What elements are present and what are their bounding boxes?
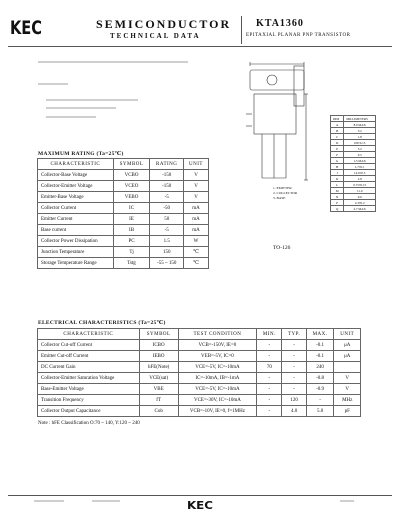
column-header: CHARACTERISTIC	[38, 159, 114, 170]
table-cell: -50	[150, 203, 184, 214]
column-header: DIM	[331, 116, 344, 122]
table-row	[38, 247, 209, 258]
table-cell: 240	[306, 362, 334, 373]
table-cell: Emitter Cut-off Current	[38, 351, 140, 362]
svg-text:KEC: KEC	[187, 499, 213, 512]
table-cell: P	[331, 200, 344, 206]
table-cell: 11.0	[344, 188, 376, 194]
pin-legend	[273, 186, 297, 201]
table-cell: 1.5 MAX	[344, 158, 376, 164]
table-cell: H	[331, 164, 344, 170]
table-cell: Collector Current	[38, 203, 114, 214]
table-row	[38, 225, 209, 236]
table-cell: C	[331, 134, 344, 140]
table-cell: ℃	[184, 258, 209, 269]
column-header: TYP.	[282, 329, 306, 340]
table-cell: D	[331, 140, 344, 146]
column-header: UNIT	[184, 159, 209, 170]
table-cell: Transition Frequency	[38, 395, 140, 406]
table-cell: fT	[139, 395, 178, 406]
table-cell: -0.1	[306, 340, 334, 351]
max-ratings-table	[37, 158, 209, 269]
hfe-classification-note: Note : hFE Classification O:70 ~ 140, Y:120 ~ 240	[38, 421, 140, 426]
table-cell: 0.5	[344, 152, 376, 158]
table-cell: DC Current Gain	[38, 362, 140, 373]
footer-rule	[8, 495, 392, 496]
table-cell: ℃	[184, 247, 209, 258]
table-cell: K	[331, 176, 344, 182]
table-cell: 50	[150, 214, 184, 225]
table-cell	[334, 362, 361, 373]
table-cell: -150	[150, 181, 184, 192]
table-row	[38, 203, 209, 214]
table-cell: -	[306, 395, 334, 406]
table-cell: B	[331, 128, 344, 134]
faint-feature-line	[46, 107, 116, 109]
table-cell: ICBO	[139, 340, 178, 351]
part-description: EPITAXIAL PLANAR PNP TRANSISTOR	[246, 33, 351, 38]
semiconductor-title: SEMICONDUCTOR	[96, 17, 232, 31]
table-header-row	[38, 159, 209, 170]
column-header: TEST CONDITION	[178, 329, 257, 340]
table-cell: mA	[184, 203, 209, 214]
table-cell: Collector Output Capacitance	[38, 406, 140, 417]
table-row	[38, 351, 361, 362]
table-cell: V	[184, 192, 209, 203]
table-cell: PC	[113, 236, 150, 247]
table-cell: mA	[184, 214, 209, 225]
faint-footer-page	[340, 500, 354, 502]
table-row	[38, 406, 361, 417]
pin-legend-item: 2. COLLECTOR	[273, 191, 298, 195]
table-row	[38, 214, 209, 225]
table-cell: mA	[184, 225, 209, 236]
table-cell: -0.9	[306, 384, 334, 395]
table-cell: E	[331, 146, 344, 152]
table-cell: 2.3±0.2	[344, 200, 376, 206]
table-cell: Collector Power Dissipation	[38, 236, 114, 247]
table-cell: VCE=-5V, IC=-10mA	[178, 384, 257, 395]
kec-logo	[10, 16, 42, 38]
table-cell: Tj	[113, 247, 150, 258]
column-header: RATING	[150, 159, 184, 170]
table-cell: Emitter Current	[38, 214, 114, 225]
table-cell: Collector-Emitter Voltage	[38, 181, 114, 192]
electrical-characteristics-table	[37, 328, 361, 417]
table-cell: J	[331, 170, 344, 176]
svg-text:KEC: KEC	[10, 17, 42, 39]
table-cell: 8.0 MAX	[344, 122, 376, 128]
table-cell: 2.7 MAX	[344, 206, 376, 212]
technical-data-title: TECHNICAL DATA	[110, 32, 201, 40]
table-cell: 150	[150, 247, 184, 258]
table-row	[38, 340, 361, 351]
table-cell: -	[257, 340, 282, 351]
table-cell: Tstg	[113, 258, 150, 269]
table-cell: Base-Emitter Voltage	[38, 384, 140, 395]
table-cell: -	[282, 340, 306, 351]
electrical-heading: ELECTRICAL CHARACTERISTICS (Ta=25℃)	[38, 320, 166, 326]
table-cell: VCB=-10V, IE=0, f=1MHz	[178, 406, 257, 417]
table-cell: F	[331, 152, 344, 158]
table-cell: M	[331, 188, 344, 194]
table-cell: V	[184, 181, 209, 192]
column-header: SYMBOL	[113, 159, 150, 170]
part-number: KTA1360	[256, 18, 304, 29]
table-cell: MHz	[334, 395, 361, 406]
table-cell: 3.2	[344, 146, 376, 152]
table-cell: 4.0	[282, 406, 306, 417]
table-cell: -5	[150, 225, 184, 236]
faint-feature-line	[46, 116, 96, 118]
column-header: MILLIMETERS	[344, 116, 376, 122]
table-cell: VCEO	[113, 181, 150, 192]
table-row	[38, 395, 361, 406]
table-cell: 0.75±0.15	[344, 182, 376, 188]
table-cell: V	[184, 170, 209, 181]
package-name: TO-126	[273, 245, 291, 251]
table-cell: 14.0±0.5	[344, 170, 376, 176]
table-cell: hFE(Note)	[139, 362, 178, 373]
table-cell: VBE	[139, 384, 178, 395]
table-cell: 3.2	[344, 128, 376, 134]
table-row	[38, 236, 209, 247]
max-ratings-heading: MAXIMUM RATING (Ta=25℃)	[38, 151, 124, 157]
table-cell: Junction Temperature	[38, 247, 114, 258]
table-cell: Base current	[38, 225, 114, 236]
column-header: UNIT	[334, 329, 361, 340]
table-cell: 0.8±0.15	[344, 140, 376, 146]
table-cell: 5.0	[306, 406, 334, 417]
table-cell: Collector Cut-off Current	[38, 340, 140, 351]
faint-application-line	[38, 61, 188, 63]
column-header: MIN.	[257, 329, 282, 340]
faint-footer-revision	[92, 500, 120, 502]
table-cell: Q	[331, 206, 344, 212]
table-cell: L	[331, 182, 344, 188]
table-cell: Emitter-Base Voltage	[38, 192, 114, 203]
table-cell: Collector-Emitter Saturation Voltage	[38, 373, 140, 384]
table-cell: IB	[113, 225, 150, 236]
column-header: MAX.	[306, 329, 334, 340]
table-cell: -	[257, 406, 282, 417]
faint-footer-date	[34, 500, 64, 502]
table-row	[38, 181, 209, 192]
table-header-row	[38, 329, 361, 340]
package-outline-drawing	[244, 52, 324, 192]
table-cell: IC=-10mA, IB=-1mA	[178, 373, 257, 384]
table-row	[331, 206, 376, 212]
column-header: CHARACTERISTIC	[38, 329, 140, 340]
table-cell: pF	[334, 406, 361, 417]
table-cell: -	[282, 362, 306, 373]
pin-legend-item: 1. EMITTER	[273, 186, 292, 190]
table-cell: -150	[150, 170, 184, 181]
table-cell: VEB=-5V, IC=0	[178, 351, 257, 362]
table-cell: V	[334, 373, 361, 384]
table-cell: VCB=-150V, IE=0	[178, 340, 257, 351]
dimensions-table	[330, 115, 376, 212]
table-cell: VCE=-5V, IC=-10mA	[178, 362, 257, 373]
table-cell: 1.8	[344, 134, 376, 140]
table-cell: 1.7±0.1	[344, 164, 376, 170]
pin-legend-item: 3. BASE	[273, 196, 286, 200]
table-cell: 1.5	[150, 236, 184, 247]
table-cell: -0.8	[306, 373, 334, 384]
table-cell: IC	[113, 203, 150, 214]
table-cell: -	[282, 351, 306, 362]
table-cell: Collector-Base Voltage	[38, 170, 114, 181]
table-cell: -	[257, 373, 282, 384]
table-cell: Cob	[139, 406, 178, 417]
table-cell: Storage Temperature Range	[38, 258, 114, 269]
header-rule	[8, 46, 392, 47]
table-cell: -	[282, 384, 306, 395]
table-cell: μA	[334, 340, 361, 351]
table-cell: IEBO	[139, 351, 178, 362]
table-row	[38, 373, 361, 384]
column-header: SYMBOL	[139, 329, 178, 340]
table-row	[38, 170, 209, 181]
faint-feature-line	[46, 99, 138, 101]
table-cell: VEBO	[113, 192, 150, 203]
table-row	[38, 258, 209, 269]
table-cell: 2.8	[344, 176, 376, 182]
table-cell: VCE(sat)	[139, 373, 178, 384]
table-row	[38, 192, 209, 203]
table-cell: -55 ~ 150	[150, 258, 184, 269]
table-cell: VCE=-30V, IC=-10mA	[178, 395, 257, 406]
table-cell: -5	[150, 192, 184, 203]
table-cell: W	[184, 236, 209, 247]
table-cell: -0.1	[306, 351, 334, 362]
table-cell: -	[257, 384, 282, 395]
table-cell: VCBO	[113, 170, 150, 181]
table-cell: V	[334, 384, 361, 395]
table-cell: A	[331, 122, 344, 128]
table-cell: 0.6	[344, 194, 376, 200]
table-cell: -	[257, 351, 282, 362]
table-row	[38, 384, 361, 395]
table-cell: 120	[282, 395, 306, 406]
table-cell: N	[331, 194, 344, 200]
kec-footer-logo	[187, 499, 213, 510]
table-cell: -	[257, 395, 282, 406]
table-cell: -	[282, 373, 306, 384]
faint-features-heading	[38, 83, 68, 85]
table-cell: 70	[257, 362, 282, 373]
header-separator	[241, 16, 242, 44]
table-cell: IE	[113, 214, 150, 225]
table-cell: G	[331, 158, 344, 164]
table-row	[38, 362, 361, 373]
table-cell: μA	[334, 351, 361, 362]
